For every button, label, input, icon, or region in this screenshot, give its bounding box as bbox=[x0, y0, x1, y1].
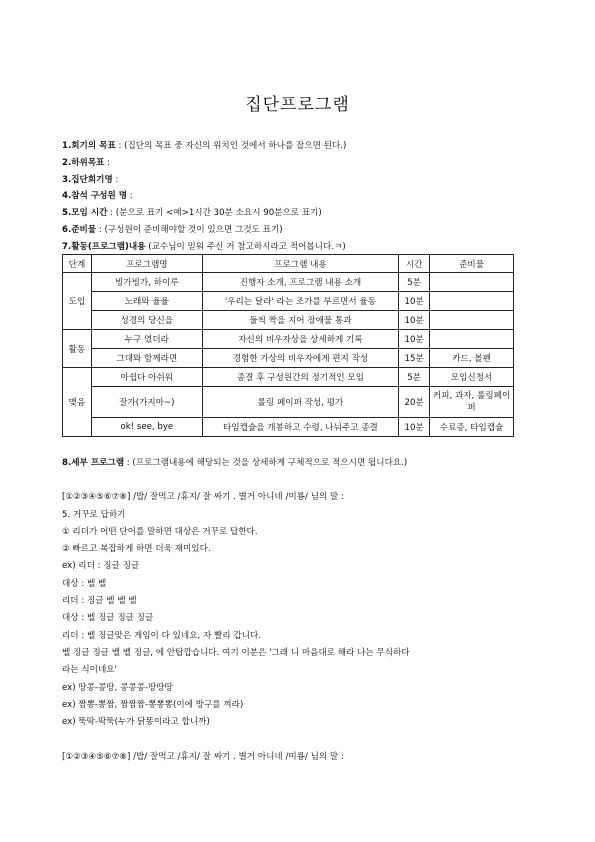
header-stage: 단계 bbox=[63, 255, 92, 273]
detail-line: ex) 리더 : 징글 징글 bbox=[62, 561, 140, 572]
stage-activity: 활동 bbox=[63, 330, 92, 368]
table-row: 활동 누구 였더라 자신의 비우자상을 상세하게 기록 10분 bbox=[63, 330, 514, 349]
header-program-name: 프로그램명 bbox=[91, 255, 202, 273]
detail-line: ex) 짬뽕-뽕짬, 짬짬짬-뽕뽕뽕(이에 방구를 껴라) bbox=[62, 699, 244, 710]
detail-line: ex) 뚝딱-딱뚝(누가 닭똥이라고 합니까) bbox=[62, 717, 210, 728]
detail-section bbox=[62, 455, 542, 766]
detail-line: 벨 징글 징글 벨 벨 징글, 에 안탑깝습니다. 여기 이분은 '그래 니 마음대로 해라 나는 무식하다 bbox=[62, 647, 410, 658]
table-row: 잘가(가지마~) 롤링 페이퍼 작성, 평가 20분 커피, 과자, 롤링페이퍼 bbox=[63, 387, 514, 418]
table-row: ok! see, bye 타임캡슐을 개봉하고 수령, 나눠주고 종결 10분 수료증, 타임캡슐 bbox=[63, 418, 514, 437]
header-materials: 준비물 bbox=[430, 255, 514, 273]
page-title: 집단프로그램 bbox=[245, 95, 350, 115]
detail-line: 5. 거꾸로 답하기 bbox=[62, 509, 126, 520]
item-time: 5.모임 시간 : (분으로 표기 <예>1시간 30분 소요시 90분으로 표기) bbox=[62, 208, 322, 219]
detail-line: 대상 : 벨 징글 징글 징글 bbox=[62, 613, 154, 624]
table-row: 그대와 함께라면 경험한 가상의 비우자에게 편지 작성 15분 카드, 볼펜 bbox=[63, 349, 514, 368]
table-header-row bbox=[63, 255, 514, 273]
detail-line: ex) 땅콩-콩땅, 콩콩콩-땅땅땅 bbox=[62, 682, 173, 693]
detail-line: [①②③④⑤⑥⑦⑧] /밥/ 잘먹고 /휴지/ 잘 싸기 . 별거 아니네 /미룡/ 님의 말 : bbox=[62, 492, 344, 503]
detail-line: 대상 : 벨 벨 bbox=[62, 578, 107, 589]
table-row: 도입 빙가빙가, 하이루 진행자 소개, 프로그램 내용 소개 5분 bbox=[63, 273, 514, 292]
item-materials: 6.준비물 : (구성원이 준비해야할 것이 있으면 그것도 표기) bbox=[62, 224, 283, 235]
detail-line: 라는 식이네요' bbox=[62, 665, 117, 676]
detail-line: ① 리더가 어떤 단어를 말하면 대상은 거꾸로 답한다. bbox=[62, 526, 258, 537]
item-subgoal: 2.하위목표 : bbox=[62, 157, 111, 168]
header-time: 시간 bbox=[399, 255, 430, 273]
item-detail-program: 8.세부 프로그램 : (프로그램내용에 해당되는 것을 상세하게 구체적으로 적으시면 됩니다요.) bbox=[62, 458, 408, 468]
item-activity: 7.활동(프로그램)내용 (교수님이 믿워 주신 거 참고하시라고 적어봅니다.ㅋ) bbox=[62, 241, 346, 252]
stage-intro: 도입 bbox=[63, 273, 92, 330]
detail-line: ② 빠르고 복잡하게 하면 더욱 재미있다. bbox=[62, 544, 211, 555]
program-table bbox=[62, 254, 514, 437]
detail-line: 리더 : 징글 벨 벨 벨 bbox=[62, 596, 137, 607]
stage-closing: 맺음 bbox=[63, 368, 92, 437]
table-row: 맺음 아쉽다 아쉬워 종결 후 구성원간의 정기적인 모임 5분 모임신청서 bbox=[63, 368, 514, 387]
table-row: 노래와 율율 '우리는 달라' 라는 조가를 부르면서 율동 10분 bbox=[63, 292, 514, 311]
item-session-name: 3.집단회기명 : bbox=[62, 174, 119, 185]
table-row: 성경의 당신을 둘씩 짝을 지어 장애물 통과 10분 bbox=[63, 311, 514, 330]
detail-line bbox=[62, 731, 542, 748]
spacer bbox=[62, 472, 542, 489]
item-members: 4.참석 구성원 명 : bbox=[62, 191, 133, 202]
item-goal: 1.회기의 목표 : (집단의 목표 중 자신의 위치인 것에서 하나를 잡으면 된다.) bbox=[62, 141, 347, 151]
detail-line: 리더 : 벨 징글맞은 게임이 다 있네요, 자 빨리 갑니다. bbox=[62, 630, 261, 641]
program-items bbox=[62, 138, 542, 256]
header-program-content: 프로그램 내용 bbox=[202, 255, 399, 273]
detail-line: [①②③④⑤⑥⑦⑧] /밥/ 잘먹고 /휴지/ 잘 싸기 . 별거 아니네 /미룡/ 님의 말 : bbox=[62, 751, 344, 762]
